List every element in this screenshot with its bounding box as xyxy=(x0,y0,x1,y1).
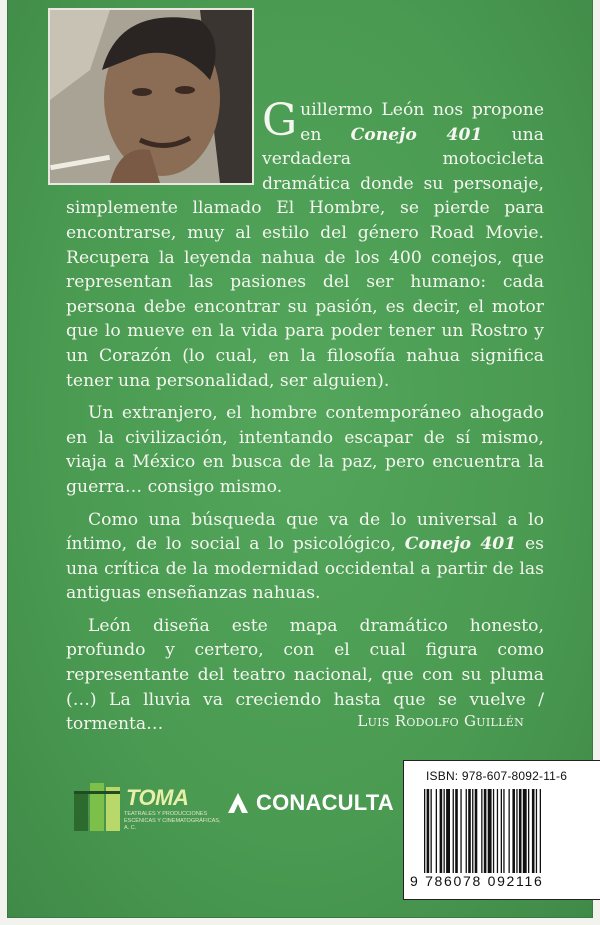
paragraph-1-text-b: una verdadera motocicleta dramática donde su personaje, simplemente llamado El Hombre, se pierde para encontrarse, muy al estilo del género Road Movie. Recupera la leyenda nahua de los 400 conejos, que representan las pasiones del ser humano: cada persona debe encontrar su pasión, es decir, el motor que lo mueve en la vida para poder tener un Rostro y un Corazón (lo cual, en la filosofía nahua significa tener una personalidad, ser alguien). xyxy=(66,124,544,391)
conaculta-icon xyxy=(226,791,250,815)
paragraph-2: Un extranjero, el hombre contemporáneo ahogado en la civilización, intentando escapar de sí mismo, viaja a México en busca de la paz, pero encuentra la guerra… consigo mismo. xyxy=(66,403,544,497)
conaculta-name: CONACULTA xyxy=(256,790,394,815)
toma-logo xyxy=(72,777,222,837)
paragraph-3 xyxy=(66,508,544,606)
barcode-icon xyxy=(422,789,594,875)
author-signature: Luis Rodolfo Guillén xyxy=(357,712,524,730)
drop-cap: G xyxy=(262,95,298,146)
toma-subtitle: TEATRALES Y PRODUCCIONES ESCÉNICAS Y CINEMATOGRÁFICAS, A. C. xyxy=(124,811,221,831)
toma-name: TOMA xyxy=(126,785,189,810)
isbn-label: ISBN: 978-607-8092-11-6 xyxy=(426,769,568,783)
books-icon xyxy=(72,777,124,833)
paragraph-3-title: Conejo 401 xyxy=(404,534,517,555)
paragraph-3-text-a: Como una búsqueda que va de lo universal a lo íntimo, de lo social a lo psicológico, xyxy=(66,509,544,555)
back-cover xyxy=(8,0,592,917)
paragraph-3-text-b: es una crítica de la modernidad occidental a partir de las antiguas enseñanzas nahuas. xyxy=(66,534,544,604)
paragraph-4: León diseña este mapa dramático honesto, profundo y certero, con el cual figura como representante del teatro nacional, que con su pluma (…) La lluvia va creciendo hasta que se vuelve / tormenta… xyxy=(66,615,544,735)
paragraph-1-text-a: uillermo León nos propone en xyxy=(300,100,544,145)
conaculta-logo xyxy=(226,790,394,816)
paragraph-1-title: Conejo 401 xyxy=(350,124,483,145)
isbn-barcode xyxy=(403,760,600,900)
synopsis xyxy=(66,95,544,745)
photo-spacer xyxy=(66,98,262,180)
barcode-digits: 9 786078 092116 xyxy=(410,873,544,889)
